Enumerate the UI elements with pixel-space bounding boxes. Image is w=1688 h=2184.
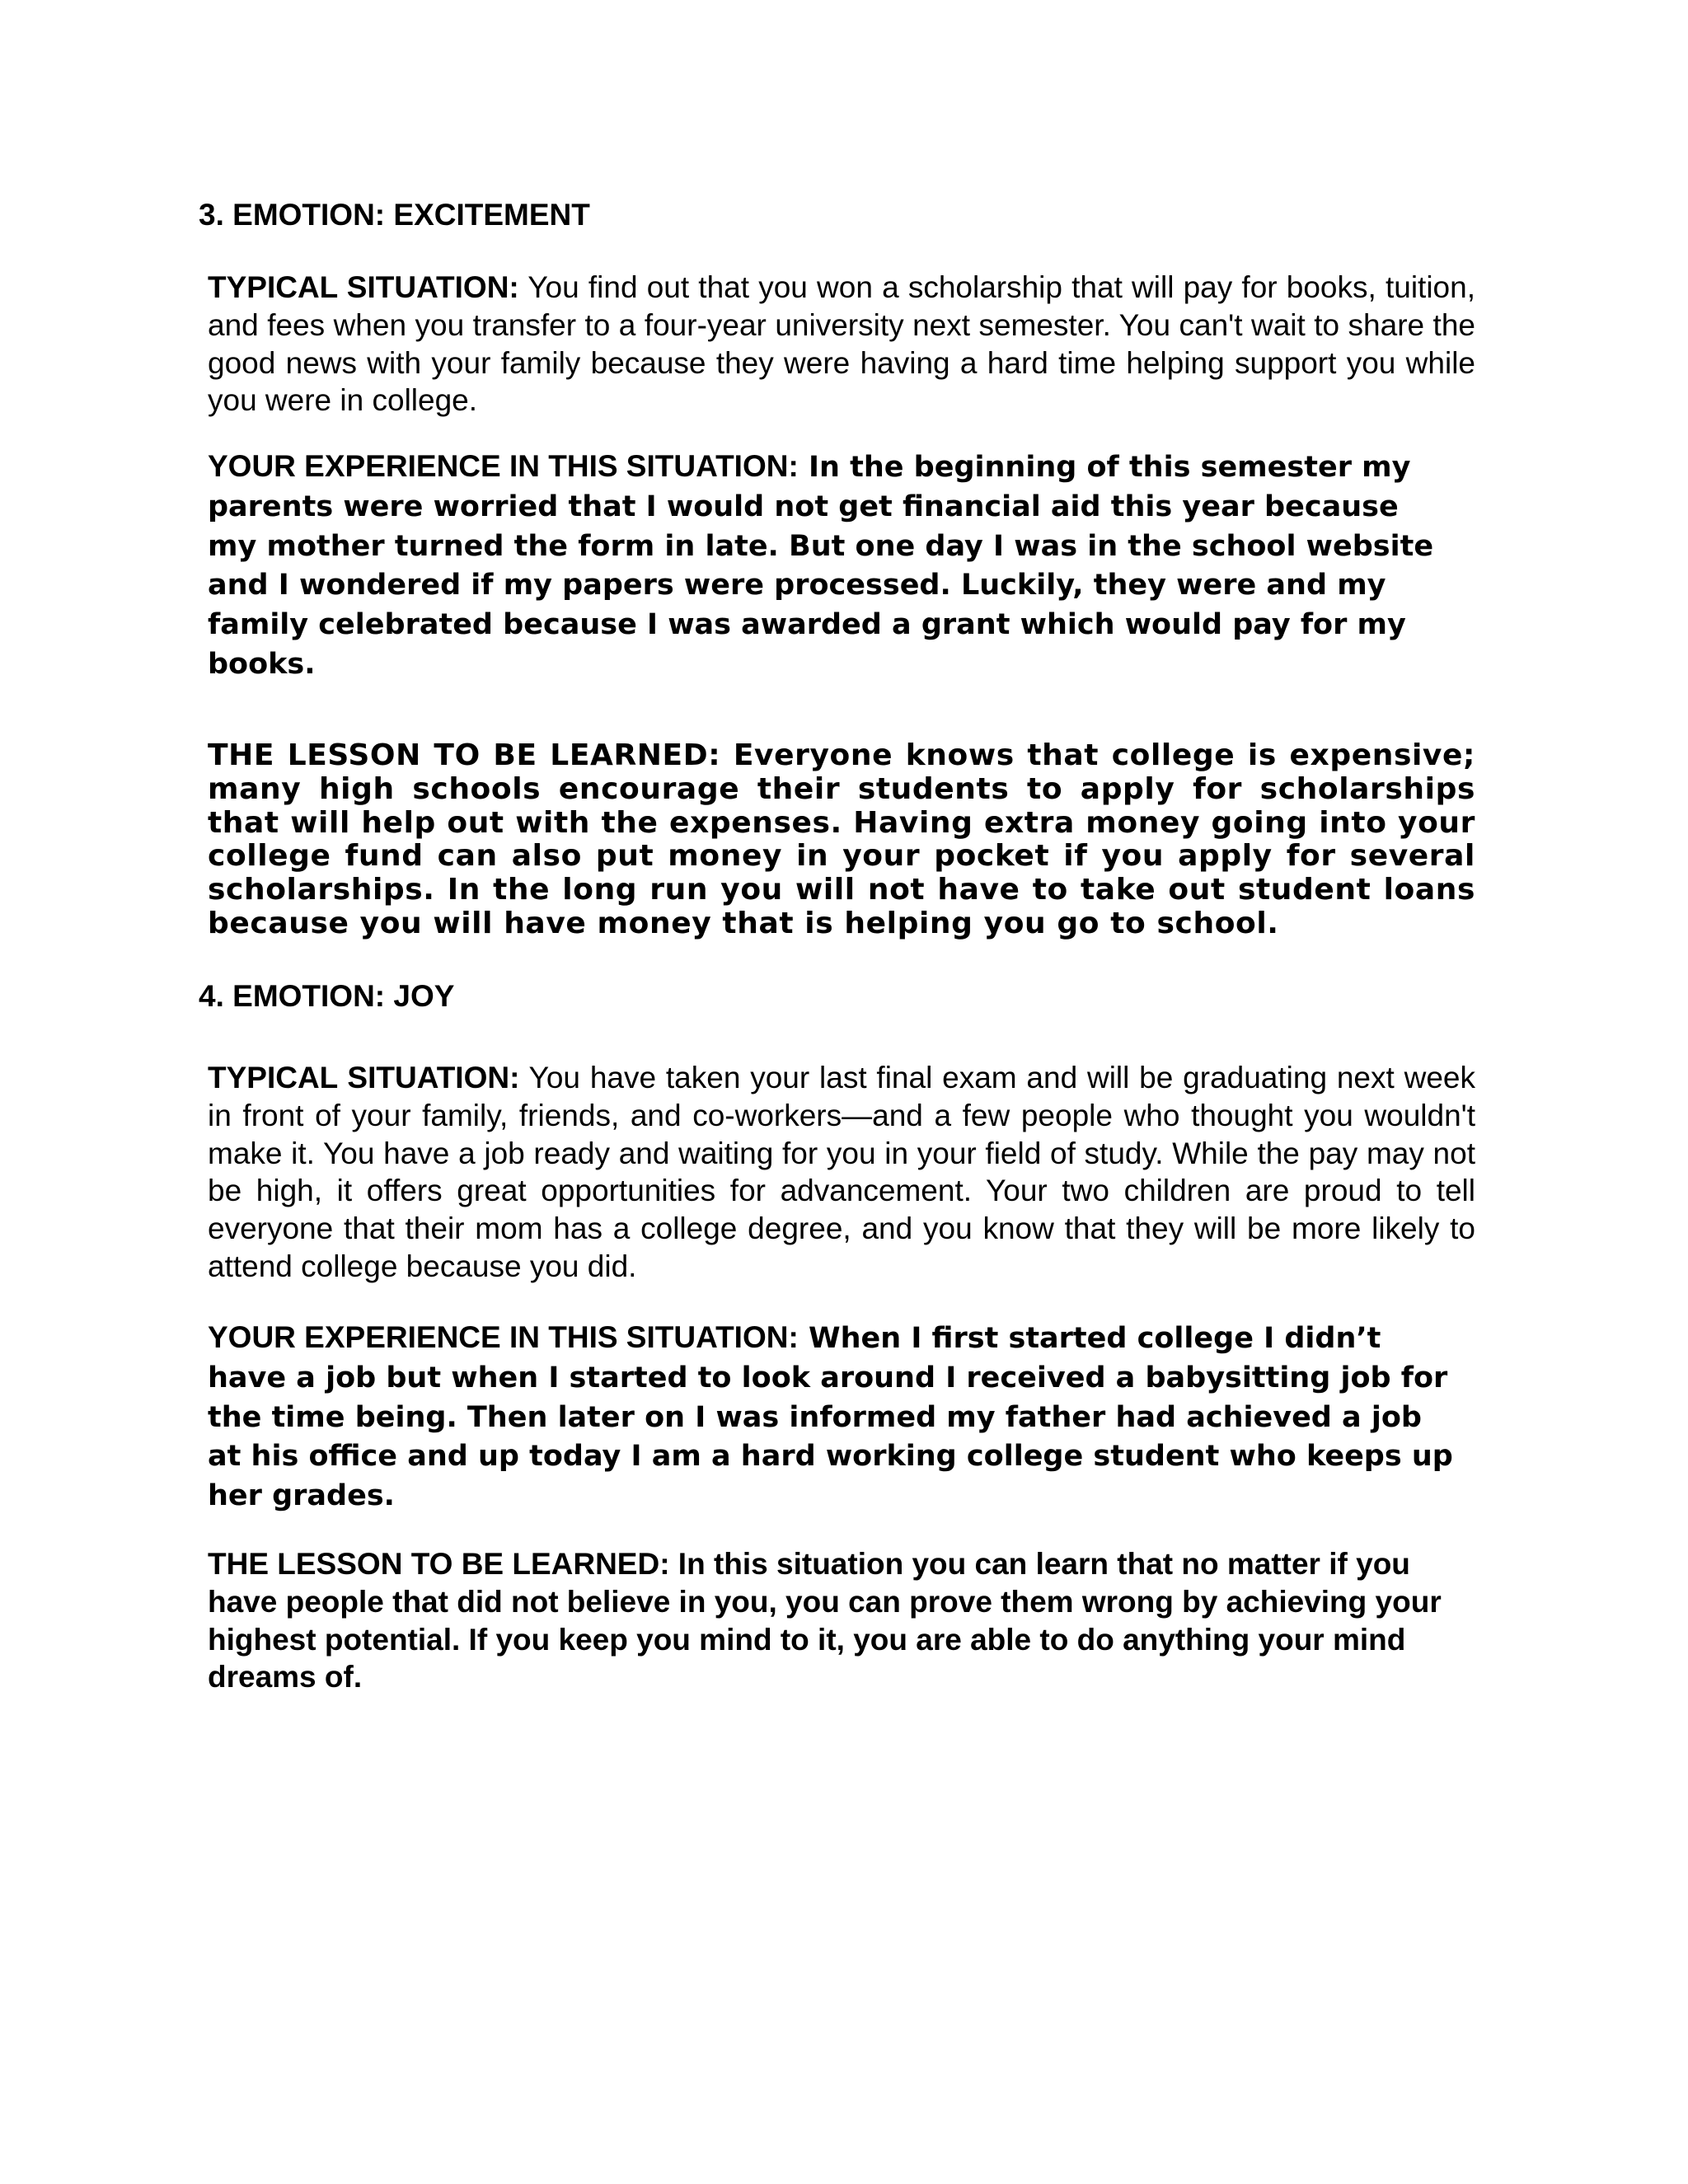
section-4-heading: 4. EMOTION: JOY bbox=[199, 979, 455, 1013]
section-3-heading: 3. EMOTION: EXCITEMENT bbox=[199, 198, 590, 232]
section-4-lesson-text: In this situation you can learn that no matter if you have people that did not believe in you, you can prove them wrong by achieving your highest potential. If you keep you mind to it, you are able to do anything your mind dreams of. bbox=[208, 1547, 1442, 1694]
section-3-typical-label: TYPICAL SITUATION: bbox=[208, 270, 519, 304]
section-3-typical-text: You find out that you won a scholarship that will pay for books, tuition, and fees when you transfer to a four-year university next semester. You can't wait to share the good news with your family because they were having a hard time helping support you while you were in college. bbox=[208, 270, 1475, 418]
section-4-experience-label: YOUR EXPERIENCE IN THIS SITUATION: bbox=[208, 1320, 799, 1354]
section-4-typical-situation bbox=[208, 1059, 1475, 1286]
section-4-typical-label: TYPICAL SITUATION: bbox=[208, 1061, 520, 1094]
section-3-experience-text: In the beginning of this semester my parents were worried that I would not get financial aid this year because my mother turned the form in late. But one day I was in the school website and I wondered if my papers were processed. Luckily, they were and my family celebrated because I was awarded a grant which would pay for my books. bbox=[208, 451, 1434, 681]
section-4-typical-text: You have taken your last final exam and will be graduating next week in front of your family, friends, and co-workers—and a few people who thought you wouldn't make it. You have a job ready and waiting for you in your field of study. While the pay may not be high, it offers great opportunities for advancement. Your two children are proud to tell everyone that their mom has a college degree, and you know that they will be more likely to attend college because you did. bbox=[208, 1061, 1475, 1283]
section-4-experience-text: When I first started college I didn’t have a job but when I started to look around I received a babysitting job for the time being. Then later on I was informed my father had achieved a job at his office and up today I am a hard working college student who keeps up her grades. bbox=[208, 1322, 1453, 1513]
section-4-lesson bbox=[208, 1545, 1452, 1696]
section-3-experience-label: YOUR EXPERIENCE IN THIS SITUATION: bbox=[208, 449, 799, 483]
section-3-lesson: THE LESSON TO BE LEARNED: Everyone knows that college is expensive; many high schools encourage their students to apply for scholarships that will help out with the expenses. Having extra money going into your college fund can also put money in your pocket if you apply for several scholarships. In the long run you will not have to take out student loans because you will have money that is helping you go to school. bbox=[208, 738, 1475, 940]
section-4-lesson-label: THE LESSON TO BE LEARNED: bbox=[208, 1547, 670, 1581]
section-3-typical-situation bbox=[208, 269, 1475, 419]
section-4-experience bbox=[208, 1319, 1461, 1516]
section-3-experience bbox=[208, 448, 1444, 684]
